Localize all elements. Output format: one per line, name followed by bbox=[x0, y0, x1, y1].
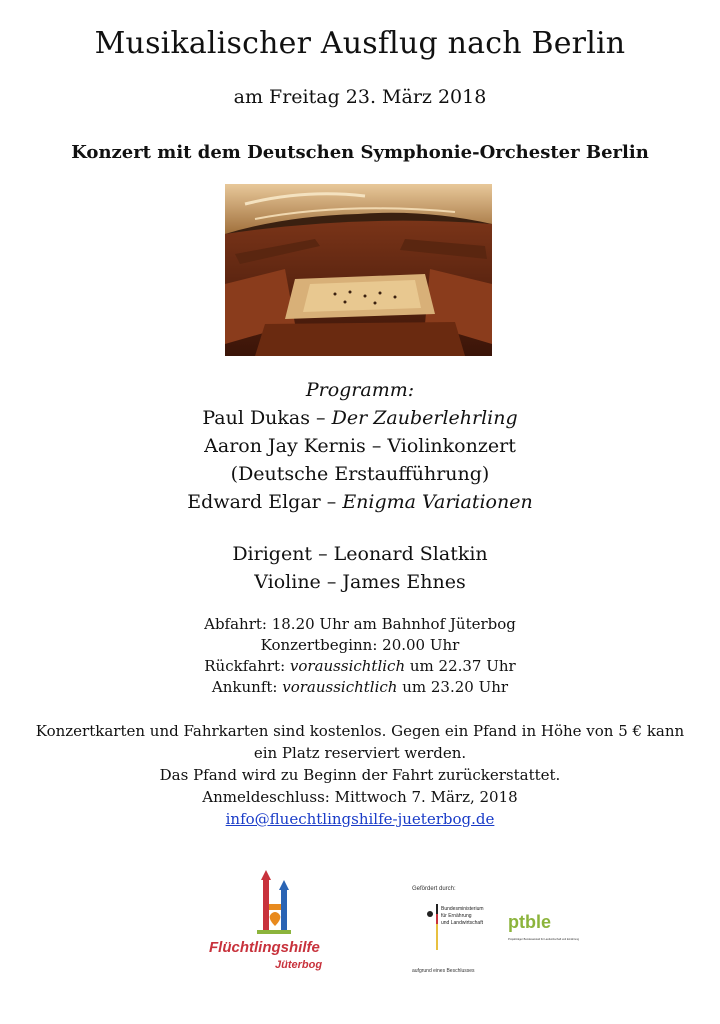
sponsor-caption: Gefördert durch: bbox=[412, 886, 456, 892]
logo-text-line1: Flüchtlingshilfe bbox=[209, 939, 320, 956]
email-link[interactable]: info@fluechtlingshilfe-jueterbog.de bbox=[225, 810, 495, 828]
fluechtlingshilfe-logo bbox=[205, 870, 335, 980]
arrival-estimate: voraussichtlich bbox=[282, 678, 398, 696]
return-estimate: voraussichtlich bbox=[289, 657, 406, 675]
concert-hall-photo bbox=[225, 184, 492, 356]
ptble-wordmark: ptble bbox=[508, 912, 551, 932]
composer-text: Edward Elgar – bbox=[187, 491, 343, 513]
conductor-line: Dirigent – Leonard Slatkin bbox=[232, 543, 488, 565]
page-title: Musikalischer Ausflug nach Berlin bbox=[94, 26, 626, 61]
composer-text: Paul Dukas – bbox=[202, 407, 332, 429]
event-date: am Freitag 23. März 2018 bbox=[233, 86, 487, 108]
ministry-line3: und Landwirtschaft bbox=[441, 920, 483, 926]
schedule-section bbox=[0, 614, 720, 698]
program-item-dukas bbox=[0, 404, 720, 432]
concert-hall-image bbox=[225, 184, 492, 356]
return-line bbox=[0, 656, 720, 677]
work-title: Der Zauberlehrling bbox=[331, 407, 518, 429]
return-time: um 22.37 Uhr bbox=[405, 657, 516, 675]
registration-deadline: Anmeldeschluss: Mittwoch 7. März, 2018 bbox=[202, 788, 518, 806]
arrival-label: Ankunft: bbox=[211, 678, 283, 696]
performers-section bbox=[0, 540, 720, 596]
ministry-line1: Bundesministerium bbox=[441, 906, 484, 912]
program-item-premiere: (Deutsche Erstaufführung) bbox=[230, 463, 490, 485]
arrival-time: um 23.20 Uhr bbox=[397, 678, 509, 696]
deposit-refund: Das Pfand wird zu Beginn der Fahrt zurückerstattet. bbox=[159, 766, 561, 784]
program-item-elgar bbox=[0, 488, 720, 516]
sponsor-block bbox=[408, 882, 580, 977]
concert-start-line: Konzertbeginn: 20.00 Uhr bbox=[260, 636, 460, 654]
tickets-info: Konzertkarten und Fahrkarten sind kostenlos. Gegen ein Pfand in Höhe von 5 € kann ein Platz reserviert werden. bbox=[35, 722, 685, 762]
decision-note: aufgrund eines Beschlusses bbox=[412, 968, 475, 974]
ptble-logo bbox=[508, 912, 580, 941]
ptble-subtitle: Projektträger Bundesanstalt für Landwirtschaft und Ernährung bbox=[508, 938, 580, 941]
ministry-logo bbox=[427, 904, 484, 950]
program-heading: Programm: bbox=[305, 379, 415, 401]
fluechtlingshilfe-logo-image bbox=[205, 870, 335, 980]
program-section bbox=[0, 376, 720, 516]
arrival-line bbox=[0, 677, 720, 698]
departure-line: Abfahrt: 18.20 Uhr am Bahnhof Jüterbog bbox=[204, 615, 516, 633]
program-item-kernis: Aaron Jay Kernis – Violinkonzert bbox=[204, 435, 516, 457]
ministry-line2: für Ernährung bbox=[441, 913, 472, 919]
concert-heading: Konzert mit dem Deutschen Symphonie-Orchester Berlin bbox=[71, 142, 649, 163]
info-section bbox=[30, 720, 690, 830]
return-label: Rückfahrt: bbox=[204, 657, 290, 675]
logo-text-line2: Jüterbog bbox=[275, 959, 323, 971]
violinist-line: Violine – James Ehnes bbox=[254, 571, 466, 593]
work-title: Enigma Variationen bbox=[342, 491, 533, 513]
sponsor-logos-image bbox=[408, 882, 580, 977]
